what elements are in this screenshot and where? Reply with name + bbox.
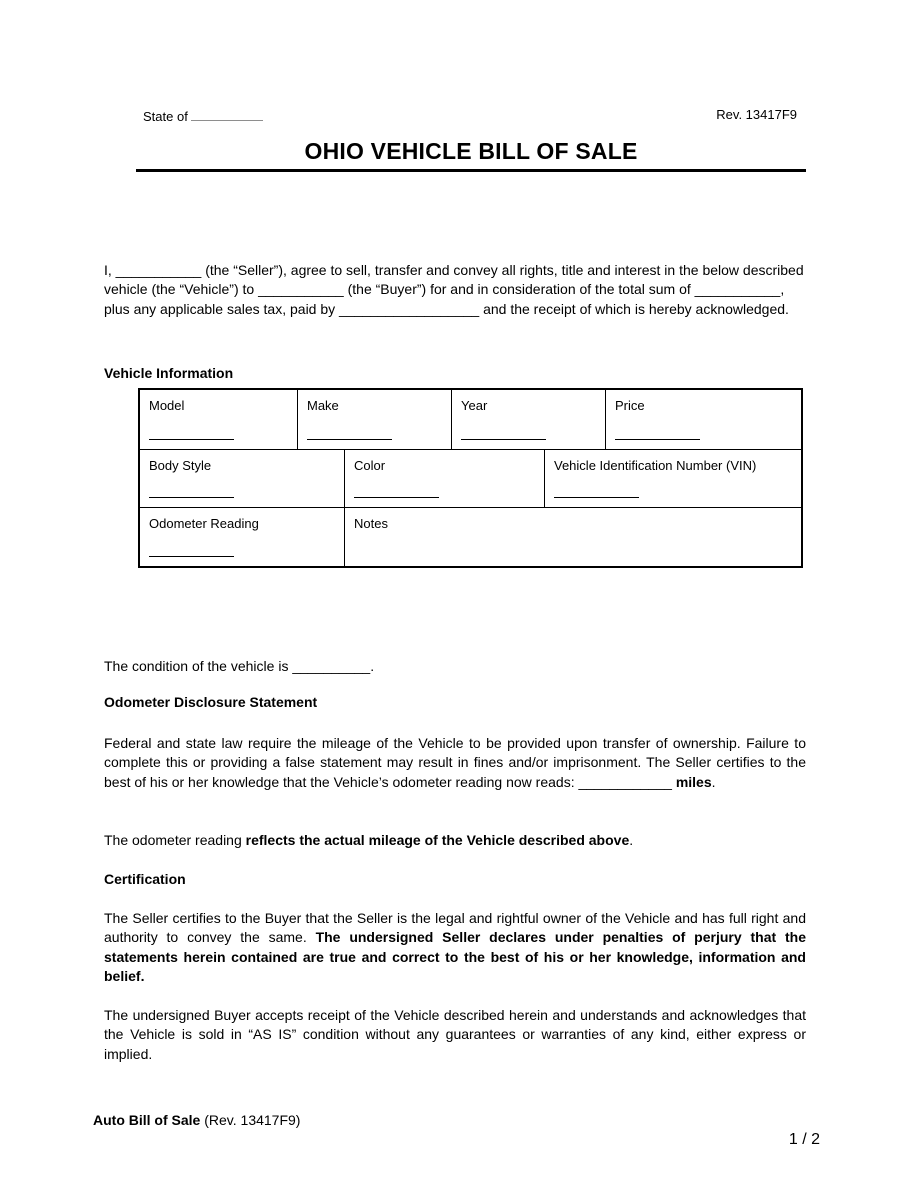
body-style-blank-line [149, 497, 234, 498]
footer-document-name [93, 1111, 300, 1130]
model-label: Model [149, 398, 185, 413]
odometer-body-text: Federal and state law require the mileage of the Vehicle to be provided upon transfer of ownership. Failure to complete this or providing a false statement may result in fines and/or imprisonment. The Seller certifies to the best of his or her knowledge that the Vehicle’s odometer reading now reads: ____________ [104, 735, 806, 790]
make-blank-line [307, 439, 392, 440]
make-label: Make [307, 398, 339, 413]
year-cell [452, 390, 606, 449]
vehicle-information-heading: Vehicle Information [104, 365, 234, 381]
revision-label: Rev. 13417F9 [716, 107, 797, 122]
table-row [140, 450, 801, 508]
odometer-body-bold: miles [675, 773, 712, 790]
model-cell [140, 390, 298, 449]
page-number: 1 / 2 [788, 1131, 820, 1148]
state-of-blank-line [191, 107, 263, 121]
intro-paragraph: I, ___________ (the “Seller”), agree to sell, transfer and convey all rights, title and interest in the below described vehicle (the “Vehicle”) to ___________ (the “Buyer”) for and in consideration of the total sum of ___________, plus any applicable sales tax, paid by __________________ and the receipt of which is hereby acknowledged. [104, 262, 804, 317]
odometer-reading-statement [104, 831, 806, 850]
odometer-blank-line [149, 556, 234, 557]
odometer-body-period: . [711, 773, 716, 790]
color-cell [345, 450, 545, 507]
table-row [140, 508, 801, 566]
vin-blank-line [554, 497, 639, 498]
vin-cell [545, 450, 801, 507]
reading-statement-period: . [629, 832, 634, 848]
footer-doc-title: Auto Bill of Sale [93, 1112, 201, 1128]
body-style-label: Body Style [149, 458, 212, 473]
vin-label: Vehicle Identification Number (VIN) [554, 458, 757, 473]
certification-heading: Certification [104, 871, 186, 887]
price-label: Price [615, 398, 645, 413]
make-cell [298, 390, 452, 449]
title-rule [136, 169, 806, 172]
odometer-reading-label: Odometer Reading [149, 516, 259, 531]
state-of-line [143, 107, 263, 125]
certification-seller-text: The Seller certifies to the Buyer that the Seller is the legal and rightful owner of the Vehicle and has full right and authority to convey the same. [104, 910, 806, 946]
model-blank-line [149, 439, 234, 440]
reading-statement-text: The odometer reading [104, 832, 246, 848]
price-blank-line [615, 439, 700, 440]
body-style-cell [140, 450, 345, 507]
price-cell [606, 390, 801, 449]
odometer-reading-cell [140, 508, 345, 566]
color-label: Color [354, 458, 386, 473]
odometer-disclosure-heading: Odometer Disclosure Statement [104, 694, 318, 710]
condition-line: The condition of the vehicle is __________. [104, 658, 375, 674]
year-blank-line [461, 439, 546, 440]
state-of-label: State of [143, 109, 188, 124]
year-label: Year [461, 398, 488, 413]
certification-seller-paragraph [104, 909, 806, 987]
reading-statement-bold: reflects the actual mileage of the Vehicle described above [245, 832, 630, 848]
color-blank-line [354, 497, 439, 498]
header-meta-row [143, 107, 797, 125]
table-row [140, 390, 801, 450]
footer-doc-revision: (Rev. 13417F9) [200, 1112, 301, 1128]
notes-label: Notes [354, 516, 388, 531]
certification-buyer-paragraph: The undersigned Buyer accepts receipt of the Vehicle described herein and understands and acknowledges that the Vehicle is sold in “AS IS” condition without any guarantees or warranties of any kind, either express or implied. [104, 1007, 806, 1062]
odometer-disclosure-paragraph [104, 734, 806, 792]
certification-seller-bold: The undersigned Seller declares under penalties of perjury that the statements herein contained are true and correct to the best of his or her knowledge, information and belief. [104, 929, 807, 985]
notes-cell [345, 508, 801, 566]
page-title: OHIO VEHICLE BILL OF SALE [304, 138, 638, 164]
vehicle-information-table [138, 388, 803, 568]
